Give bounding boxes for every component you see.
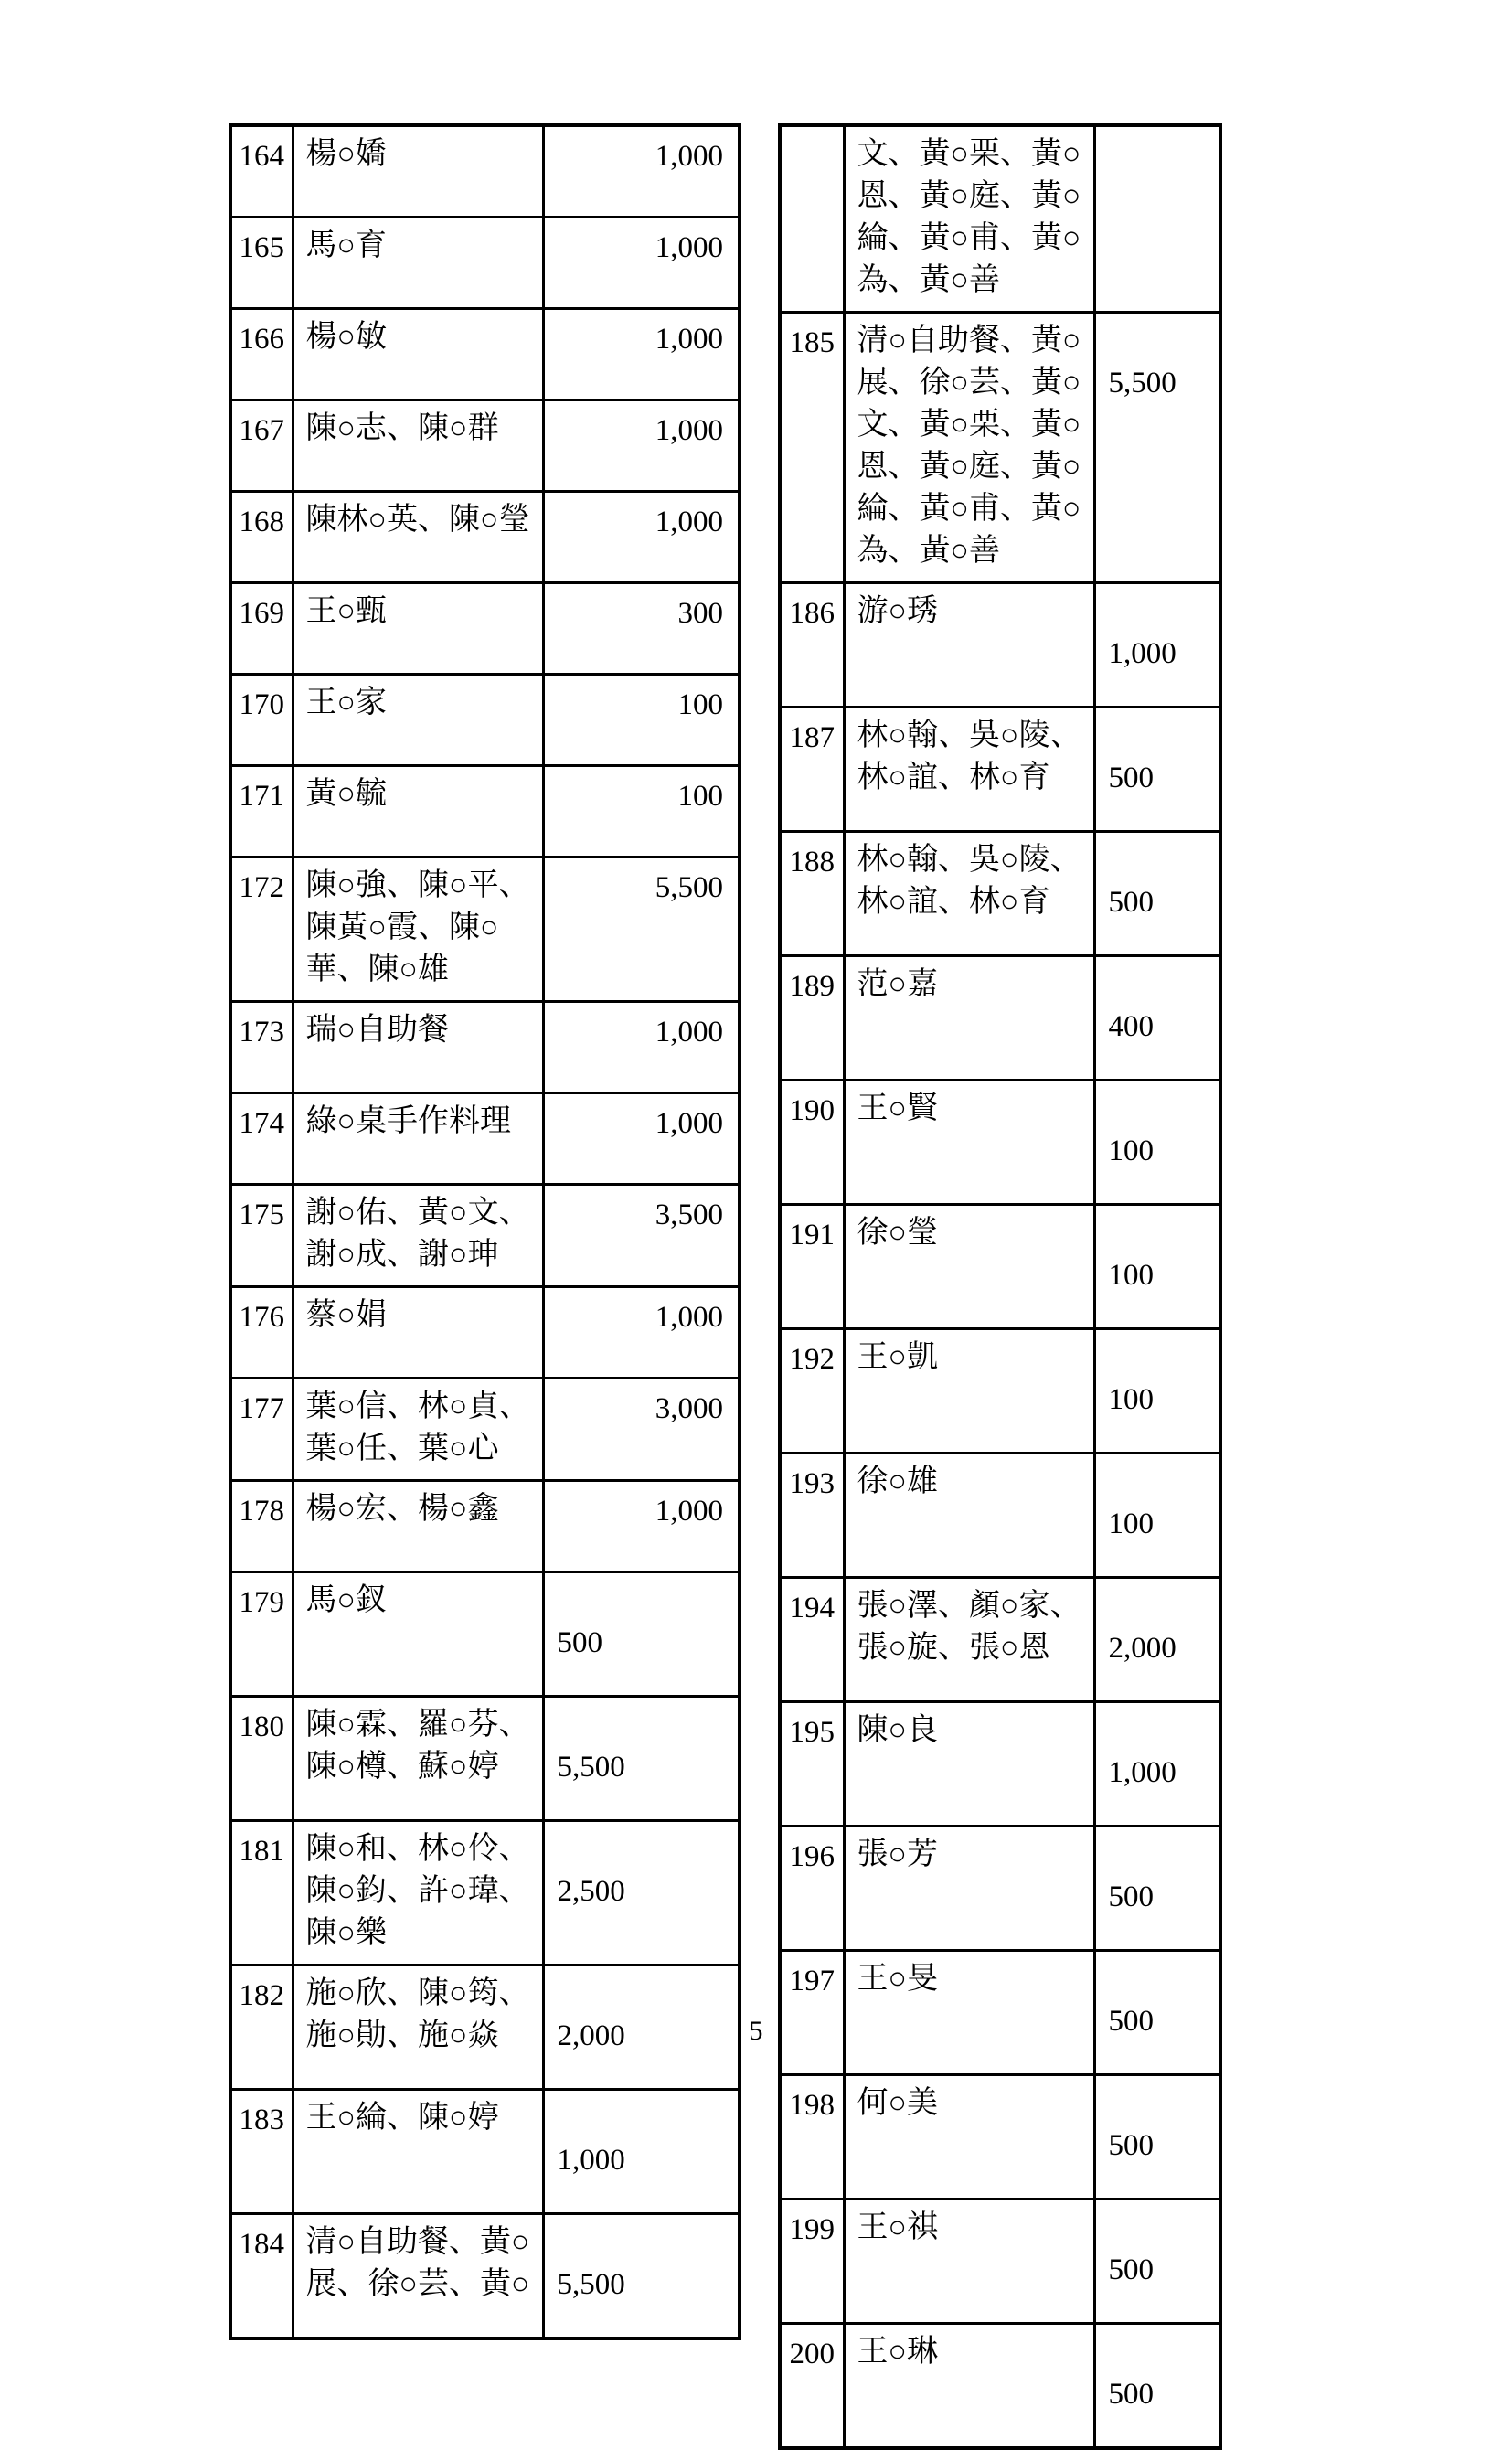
table-row <box>780 583 1220 708</box>
donor-name-cell: 王○綸、陳○婷 <box>293 2090 543 2214</box>
amount-cell: 100 <box>543 766 740 858</box>
amount-cell: 100 <box>543 675 740 766</box>
table-row <box>780 1081 1220 1205</box>
amount-cell: 1,000 <box>1094 1702 1220 1827</box>
page-number: 5 <box>749 2016 763 2046</box>
amount-cell: 1,000 <box>543 125 740 218</box>
row-number-cell: 189 <box>780 956 844 1081</box>
row-number-cell: 197 <box>780 1951 844 2075</box>
row-number-cell: 198 <box>780 2075 844 2200</box>
donation-table-left <box>229 123 741 2340</box>
amount-cell: 500 <box>543 1572 740 1697</box>
row-number-cell: 164 <box>230 125 293 218</box>
row-number-cell: 199 <box>780 2200 844 2324</box>
amount-cell: 2,000 <box>1094 1578 1220 1702</box>
row-number-cell: 192 <box>780 1329 844 1454</box>
table-row <box>780 1827 1220 1951</box>
amount-cell: 2,500 <box>543 1821 740 1965</box>
amount-cell: 100 <box>1094 1329 1220 1454</box>
row-number-cell: 184 <box>230 2214 293 2339</box>
table-row <box>780 1329 1220 1454</box>
donor-name-cell: 張○芳 <box>844 1827 1094 1951</box>
table-row <box>230 125 740 218</box>
amount-cell: 5,500 <box>1094 313 1220 583</box>
row-number-cell: 179 <box>230 1572 293 1697</box>
donor-name-cell: 游○琇 <box>844 583 1094 708</box>
row-number-cell: 180 <box>230 1697 293 1821</box>
table-row <box>780 2200 1220 2324</box>
donor-name-cell: 楊○宏、楊○鑫 <box>293 1481 543 1572</box>
row-number-cell: 165 <box>230 218 293 309</box>
amount-cell: 100 <box>1094 1205 1220 1329</box>
table-row <box>230 1821 740 1965</box>
row-number-cell: 175 <box>230 1185 293 1287</box>
amount-cell: 3,500 <box>543 1185 740 1287</box>
table-row <box>780 1205 1220 1329</box>
table-row <box>230 400 740 492</box>
row-number-cell: 187 <box>780 708 844 832</box>
table-row <box>780 1578 1220 1702</box>
amount-cell: 500 <box>1094 2075 1220 2200</box>
amount-cell: 300 <box>543 583 740 675</box>
table-row <box>230 1697 740 1821</box>
donor-name-cell: 王○琳 <box>844 2324 1094 2449</box>
row-number-cell: 190 <box>780 1081 844 1205</box>
donor-name-cell: 徐○雄 <box>844 1454 1094 1578</box>
donor-name-cell: 文、黃○栗、黃○恩、黃○庭、黃○綸、黃○甫、黃○為、黃○善 <box>844 125 1094 313</box>
table-row <box>780 1951 1220 2075</box>
amount-cell: 500 <box>1094 2200 1220 2324</box>
donor-name-cell: 王○賢 <box>844 1081 1094 1205</box>
donor-name-cell: 王○甄 <box>293 583 543 675</box>
row-number-cell: 191 <box>780 1205 844 1329</box>
row-number-cell: 177 <box>230 1379 293 1481</box>
row-number-cell: 172 <box>230 858 293 1002</box>
donor-name-cell: 楊○敏 <box>293 309 543 400</box>
row-number-cell: 196 <box>780 1827 844 1951</box>
donor-name-cell: 清○自助餐、黃○展、徐○芸、黃○文、黃○栗、黃○恩、黃○庭、黃○綸、黃○甫、黃○為、黃○善 <box>844 313 1094 583</box>
row-number-cell: 195 <box>780 1702 844 1827</box>
table-row <box>230 858 740 1002</box>
table-row <box>780 832 1220 956</box>
donor-name-cell: 楊○嬌 <box>293 125 543 218</box>
donation-table-right-body <box>780 125 1220 2448</box>
amount-cell: 1,000 <box>543 1002 740 1093</box>
table-row <box>230 1481 740 1572</box>
row-number-cell: 168 <box>230 492 293 583</box>
table-row <box>780 1702 1220 1827</box>
donor-name-cell: 徐○瑩 <box>844 1205 1094 1329</box>
table-row <box>230 309 740 400</box>
row-number-cell: 186 <box>780 583 844 708</box>
table-row <box>230 675 740 766</box>
row-number-cell: 194 <box>780 1578 844 1702</box>
amount-cell: 2,000 <box>543 1965 740 2090</box>
amount-cell: 1,000 <box>543 2090 740 2214</box>
table-row <box>780 313 1220 583</box>
amount-cell: 5,500 <box>543 1697 740 1821</box>
amount-cell: 500 <box>1094 1951 1220 2075</box>
amount-cell: 3,000 <box>543 1379 740 1481</box>
donor-name-cell: 陳○良 <box>844 1702 1094 1827</box>
row-number-cell: 173 <box>230 1002 293 1093</box>
donor-name-cell: 馬○育 <box>293 218 543 309</box>
donor-name-cell: 綠○桌手作料理 <box>293 1093 543 1185</box>
donor-name-cell: 清○自助餐、黃○展、徐○芸、黃○ <box>293 2214 543 2339</box>
donation-table-right <box>778 123 1222 2450</box>
amount-cell: 500 <box>1094 1827 1220 1951</box>
row-number-cell: 200 <box>780 2324 844 2449</box>
amount-cell: 5,500 <box>543 2214 740 2339</box>
donor-name-cell: 林○翰、吳○陵、林○誼、林○育 <box>844 708 1094 832</box>
row-number-cell: 166 <box>230 309 293 400</box>
donor-name-cell: 王○祺 <box>844 2200 1094 2324</box>
amount-cell: 1,000 <box>543 218 740 309</box>
donor-name-cell: 施○欣、陳○筠、施○勛、施○焱 <box>293 1965 543 2090</box>
table-row <box>780 125 1220 313</box>
donor-name-cell: 王○凱 <box>844 1329 1094 1454</box>
table-row <box>780 2075 1220 2200</box>
amount-cell: 500 <box>1094 832 1220 956</box>
amount-cell: 500 <box>1094 708 1220 832</box>
row-number-cell: 176 <box>230 1287 293 1379</box>
row-number-cell: 171 <box>230 766 293 858</box>
table-row <box>230 766 740 858</box>
row-number-cell: 185 <box>780 313 844 583</box>
table-row <box>230 2090 740 2214</box>
amount-cell: 1,000 <box>543 492 740 583</box>
amount-cell: 1,000 <box>1094 583 1220 708</box>
amount-cell: 1,000 <box>543 1287 740 1379</box>
row-number-cell: 188 <box>780 832 844 956</box>
amount-cell: 5,500 <box>543 858 740 1002</box>
row-number-cell: 169 <box>230 583 293 675</box>
table-row <box>230 583 740 675</box>
row-number-cell: 181 <box>230 1821 293 1965</box>
table-row <box>230 1572 740 1697</box>
amount-cell: 1,000 <box>543 400 740 492</box>
amount-cell: 100 <box>1094 1454 1220 1578</box>
amount-cell: 1,000 <box>543 1481 740 1572</box>
donor-name-cell: 陳○霖、羅○芬、陳○樽、蘇○婷 <box>293 1697 543 1821</box>
donor-name-cell: 王○旻 <box>844 1951 1094 2075</box>
donor-name-cell: 林○翰、吳○陵、林○誼、林○育 <box>844 832 1094 956</box>
table-row <box>780 956 1220 1081</box>
row-number-cell <box>780 125 844 313</box>
table-row <box>230 1287 740 1379</box>
donor-name-cell: 何○美 <box>844 2075 1094 2200</box>
amount-cell: 400 <box>1094 956 1220 1081</box>
row-number-cell: 193 <box>780 1454 844 1578</box>
donor-name-cell: 陳○和、林○伶、陳○鈞、許○瑋、陳○樂 <box>293 1821 543 1965</box>
donor-name-cell: 瑞○自助餐 <box>293 1002 543 1093</box>
donor-name-cell: 陳○志、陳○群 <box>293 400 543 492</box>
amount-cell: 1,000 <box>543 1093 740 1185</box>
row-number-cell: 170 <box>230 675 293 766</box>
donation-table-left-body <box>230 125 740 2338</box>
table-row <box>230 2214 740 2339</box>
donor-name-cell: 馬○釵 <box>293 1572 543 1697</box>
row-number-cell: 183 <box>230 2090 293 2214</box>
row-number-cell: 178 <box>230 1481 293 1572</box>
table-row <box>230 1002 740 1093</box>
amount-cell: 1,000 <box>543 309 740 400</box>
donor-name-cell: 陳林○英、陳○瑩 <box>293 492 543 583</box>
donor-name-cell: 王○家 <box>293 675 543 766</box>
donor-name-cell: 黃○毓 <box>293 766 543 858</box>
row-number-cell: 174 <box>230 1093 293 1185</box>
table-row <box>780 708 1220 832</box>
row-number-cell: 182 <box>230 1965 293 2090</box>
table-row <box>780 1454 1220 1578</box>
table-row <box>230 492 740 583</box>
donor-name-cell: 張○澤、顏○家、張○旋、張○恩 <box>844 1578 1094 1702</box>
amount-cell: 100 <box>1094 1081 1220 1205</box>
row-number-cell: 167 <box>230 400 293 492</box>
donor-name-cell: 范○嘉 <box>844 956 1094 1081</box>
table-row <box>230 1093 740 1185</box>
table-row <box>230 1379 740 1481</box>
table-row <box>230 1185 740 1287</box>
donor-name-cell: 葉○信、林○貞、葉○任、葉○心 <box>293 1379 543 1481</box>
amount-cell: 500 <box>1094 2324 1220 2449</box>
donor-name-cell: 蔡○娟 <box>293 1287 543 1379</box>
table-row <box>780 2324 1220 2449</box>
amount-cell <box>1094 125 1220 313</box>
donor-name-cell: 謝○佑、黃○文、謝○成、謝○珅 <box>293 1185 543 1287</box>
table-row <box>230 218 740 309</box>
donor-name-cell: 陳○強、陳○平、陳黃○霞、陳○華、陳○雄 <box>293 858 543 1002</box>
